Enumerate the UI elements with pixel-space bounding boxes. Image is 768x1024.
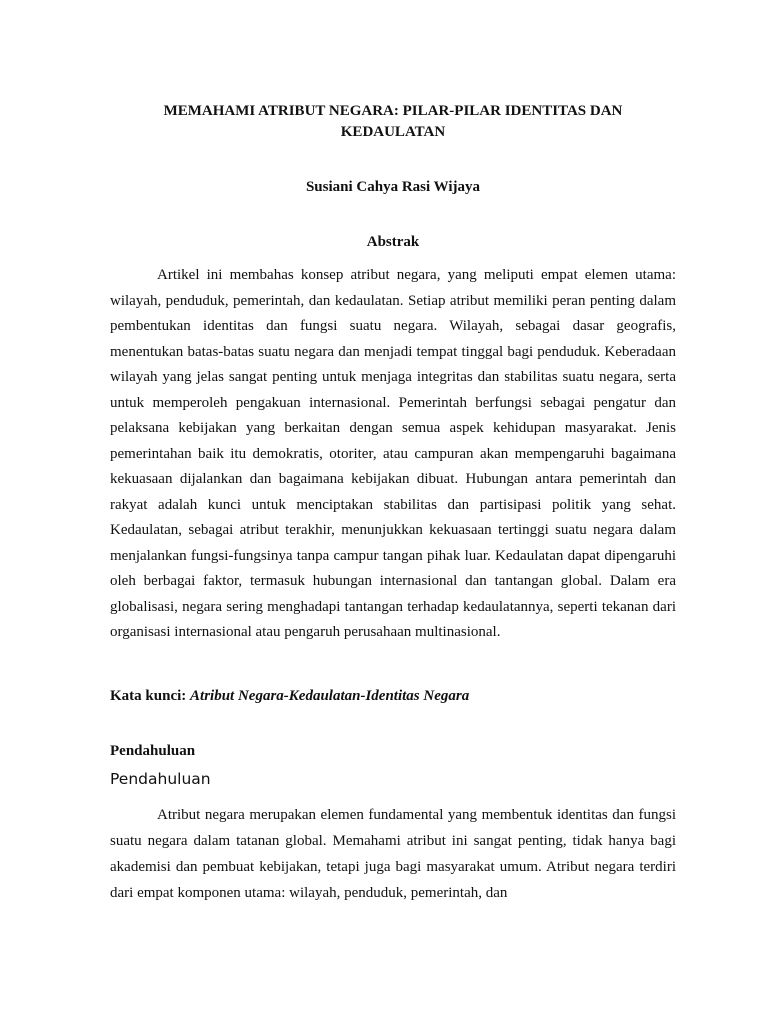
document-title: MEMAHAMI ATRIBUT NEGARA: PILAR-PILAR IDENTITAS DAN KEDAULATAN: [163, 103, 623, 140]
abstract-paragraph: Artikel ini membahas konsep atribut negara, yang meliputi empat elemen utama: wilayah, penduduk, pemerintah, dan kedaulatan. Setiap atribut memiliki peran penting dalam pembentukan identitas dan fungsi suatu negara. Wilayah, sebagai dasar geografis, menentukan batas-batas suatu negara dan menjadi tempat tinggal bagi penduduk. Keberadaan wilayah yang jelas sangat penting untuk menjaga integritas dan stabilitas suatu negara, serta untuk memperoleh pengakuan internasional. Pemerintah berfungsi sebagai pengatur dan pelaksana kebijakan yang berkaitan dengan semua aspek kehidupan masyarakat. Jenis pemerintahan baik itu demokratis, otoriter, atau campuran akan mempengaruhi bagaimana kekuasaan dijalankan dan bagaimana kebijakan dibuat. Hubungan antara pemerintah dan rakyat adalah kunci untuk menciptakan stabilitas dan partisipasi politik yang sehat. Kedaulatan, sebagai atribut terakhir, menunjukkan kekuasaan tertinggi suatu negara dalam menjalankan fungsi-fungsinya tanpa campur tangan pihak luar. Kedaulatan dapat dipengaruhi oleh berbagai faktor, termasuk hubungan internasional dan tantangan global. Dalam era globalisasi, negara sering menghadapi tantangan terhadap kedaulatannya, seperti tekanan dari organisasi internasional atau pengaruh perusahaan multinasional.: [110, 267, 676, 640]
keywords-line: [110, 686, 676, 707]
section-heading: Pendahuluan: [110, 743, 196, 759]
author-name: Susiani Cahya Rasi Wijaya: [305, 179, 481, 195]
keywords-value: Atribut Negara-Kedaulatan-Identitas Negara: [190, 688, 470, 704]
section-heading-alt: Pendahuluan: [110, 770, 211, 788]
keywords-label: Kata kunci:: [110, 688, 187, 704]
abstract-heading: Abstrak: [366, 234, 420, 250]
intro-paragraph: Atribut negara merupakan elemen fundamental yang membentuk identitas dan fungsi suatu negara dalam tatanan global. Memahami atribut ini sangat penting, tidak hanya bagi akademisi dan pembuat kebijakan, tetapi juga bagi masyarakat umum. Atribut negara terdiri dari empat komponen utama: wilayah, penduduk, pemerintah, dan: [110, 807, 676, 901]
